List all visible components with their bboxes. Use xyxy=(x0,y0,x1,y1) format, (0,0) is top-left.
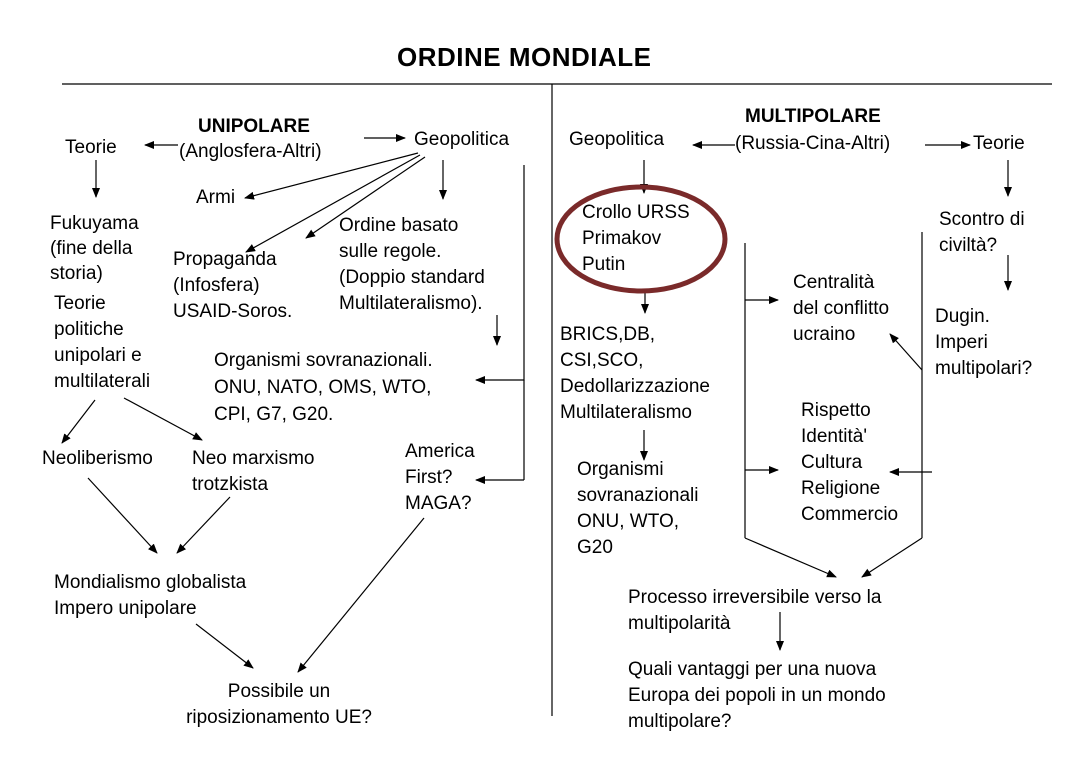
arrow-to-processo-left xyxy=(745,538,836,577)
teorie-politiche-line: unipolari e xyxy=(54,345,142,366)
centralita-line: Centralità xyxy=(793,272,875,293)
centralita-line: ucraino xyxy=(793,324,856,345)
arrow-neomarx-mondialismo xyxy=(177,497,230,553)
vantaggi-line: Quali vantaggi per una nuova xyxy=(628,659,877,680)
ordine-regole-line: Multilateralismo). xyxy=(339,293,483,314)
arrow-teorie-neomarx xyxy=(124,398,202,440)
riposizionamento-line: riposizionamento UE? xyxy=(186,707,372,728)
vantaggi-line: multipolare? xyxy=(628,711,732,732)
propaganda-line: USAID-Soros. xyxy=(173,301,293,322)
ordine-regole-line: sulle regole. xyxy=(339,241,442,262)
left-geopolitica: Geopolitica xyxy=(414,129,510,150)
vantaggi-line: Europa dei popoli in un mondo xyxy=(628,685,886,706)
rispetto-line: Cultura xyxy=(801,452,863,473)
processo-line: multipolarità xyxy=(628,613,731,634)
mondialismo-line: Impero unipolare xyxy=(54,598,197,619)
left-organismi-line: CPI, G7, G20. xyxy=(214,404,334,425)
brics-line: Multilateralismo xyxy=(560,402,692,423)
propaganda-line: Propaganda xyxy=(173,249,277,270)
arrow-america-riposizionamento xyxy=(298,518,424,672)
ordine-regole-line: Ordine basato xyxy=(339,215,459,236)
arrow-to-processo-right xyxy=(862,538,922,577)
rispetto-line: Religione xyxy=(801,478,881,499)
right-organismi-line: G20 xyxy=(577,537,613,558)
crollo-line: Primakov xyxy=(582,228,662,249)
unipolare-heading: UNIPOLARE xyxy=(198,116,310,137)
fukuyama-line: Fukuyama xyxy=(50,213,139,234)
arrow-neolib-mondialismo xyxy=(88,478,157,553)
dugin-line: Imperi xyxy=(935,332,988,353)
america-first-line: MAGA? xyxy=(405,493,472,514)
left-organismi-line: ONU, NATO, OMS, WTO, xyxy=(214,377,432,398)
multipolare-subheading: (Russia-Cina-Altri) xyxy=(735,133,891,154)
armi: Armi xyxy=(196,187,236,208)
america-first-line: America xyxy=(405,441,475,462)
centralita-line: del conflitto xyxy=(793,298,890,319)
right-organismi-line: ONU, WTO, xyxy=(577,511,680,532)
left-organismi-line: Organismi sovranazionali. xyxy=(214,350,433,371)
brics-line: Dedollarizzazione xyxy=(560,376,710,397)
neo-marxismo-line: Neo marxismo xyxy=(192,448,315,469)
dugin-line: multipolari? xyxy=(935,358,1033,379)
unipolare-subheading: (Anglosfera-Altri) xyxy=(179,141,322,162)
right-organismi-line: Organismi xyxy=(577,459,664,480)
right-organismi-line: sovranazionali xyxy=(577,485,699,506)
teorie-politiche-line: multilaterali xyxy=(54,371,151,392)
neoliberismo: Neoliberismo xyxy=(42,448,153,469)
brics-line: CSI,SCO, xyxy=(560,350,644,371)
left-teorie: Teorie xyxy=(65,137,117,158)
arrow-mondialismo-riposizionamento xyxy=(196,624,253,668)
teorie-politiche-line: politiche xyxy=(54,319,124,340)
teorie-politiche-line: Teorie xyxy=(54,293,106,314)
arrow-teorie-neolib xyxy=(62,400,95,443)
page-title: ORDINE MONDIALE xyxy=(397,42,652,72)
brics-line: BRICS,DB, xyxy=(560,324,656,345)
crollo-line: Putin xyxy=(582,254,626,275)
arrow-to-centralita-right xyxy=(890,334,922,370)
right-geopolitica: Geopolitica xyxy=(569,129,665,150)
scontro-line: Scontro di xyxy=(939,209,1025,230)
mondialismo-line: Mondialismo globalista xyxy=(54,572,247,593)
rispetto-line: Identità' xyxy=(801,426,867,447)
rispetto-line: Rispetto xyxy=(801,400,871,421)
processo-line: Processo irreversibile verso la xyxy=(628,587,882,608)
crollo-line: Crollo URSS xyxy=(582,202,690,223)
scontro-line: civiltà? xyxy=(939,235,998,256)
ordine-regole-line: (Doppio standard xyxy=(339,267,485,288)
multipolare-heading: MULTIPOLARE xyxy=(745,106,881,127)
fukuyama-line: storia) xyxy=(50,263,103,284)
propaganda-line: (Infosfera) xyxy=(173,275,260,296)
dugin-line: Dugin. xyxy=(935,306,990,327)
riposizionamento-line: Possibile un xyxy=(227,681,331,702)
america-first-line: First? xyxy=(405,467,453,488)
rispetto-line: Commercio xyxy=(801,504,899,525)
neo-marxismo-line: trotzkista xyxy=(192,474,269,495)
fukuyama-line: (fine della xyxy=(50,238,133,259)
right-teorie: Teorie xyxy=(973,133,1025,154)
